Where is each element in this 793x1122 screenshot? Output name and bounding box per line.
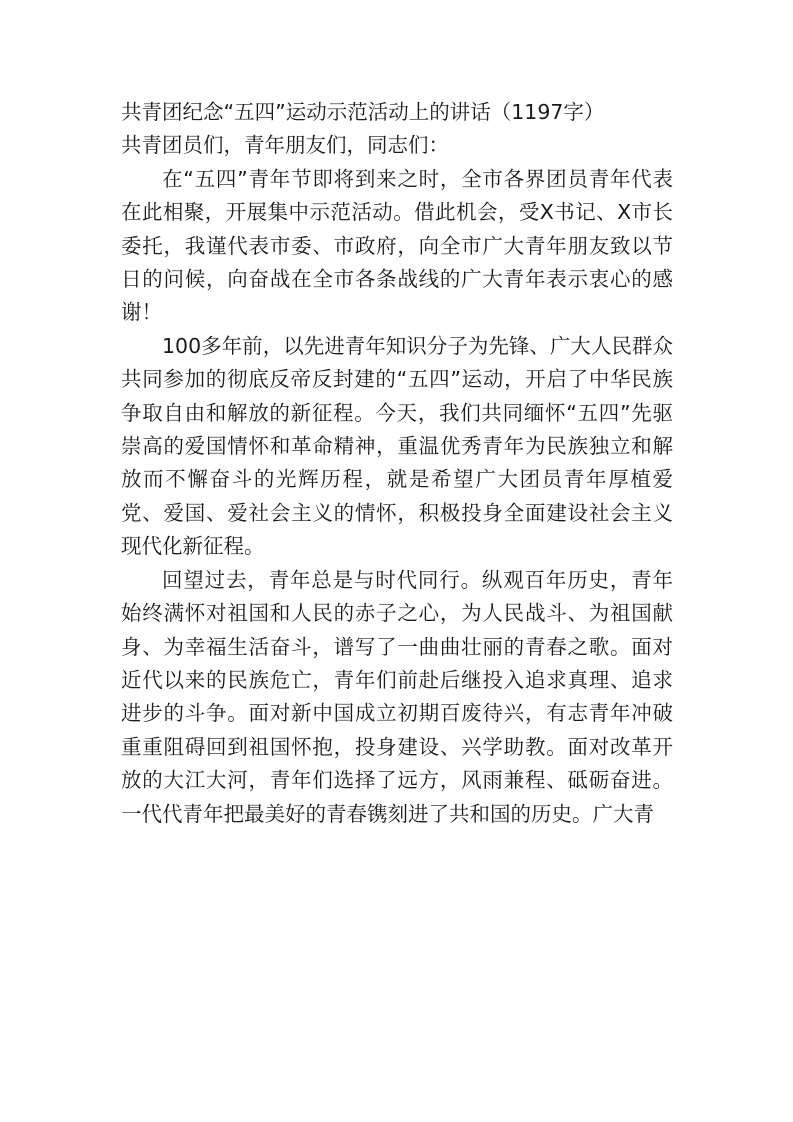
- paragraph-2: 100多年前，以先进青年知识分子为先锋、广大人民群众共同参加的彻底反帝反封建的“五四”运动，开启了中华民族争取自由和解放的新征程。今天，我们共同缅怀“五四”先驱崇高的爱国情怀和革命精神，重温优秀青年为民族独立和解放而不懈奋斗的光辉历程，就是希望广大团员青年厚植爱党、爱国、爱社会主义的情怀，积极投身全面建设社会主义现代化新征程。: [121, 333, 673, 559]
- paragraph-3: 回望过去，青年总是与时代同行。纵观百年历史，青年始终满怀对祖国和人民的赤子之心，为人民战斗、为祖国献身、为幸福生活奋斗，谱写了一曲曲壮丽的青春之歌。面对近代以来的民族危亡，青年们前赴后继投入追求真理、追求进步的斗争。面对新中国成立初期百废待兴，有志青年冲破重重阻碍回到祖国怀抱，投身建设、兴学助教。面对改革开放的大江大河，青年们选择了远方，风雨兼程、砥砺奋进。一代代青年把最美好的青春镌刻进了共和国的历史。广大青: [121, 567, 673, 826]
- paragraph-1: 在“五四”青年节即将到来之时，全市各界团员青年代表在此相聚，开展集中示范活动。借此机会，受X书记、X市长委托，我谨代表市委、市政府，向全市广大青年朋友致以节日的问候，向奋战在全市各条战线的广大青年表示衷心的感谢！: [121, 166, 673, 325]
- document-body: [121, 96, 673, 831]
- document-title: 共青团纪念“五四”运动示范活动上的讲话（1197字）: [121, 100, 605, 124]
- salutation: 共青团员们，青年朋友们，同志们：: [121, 133, 449, 158]
